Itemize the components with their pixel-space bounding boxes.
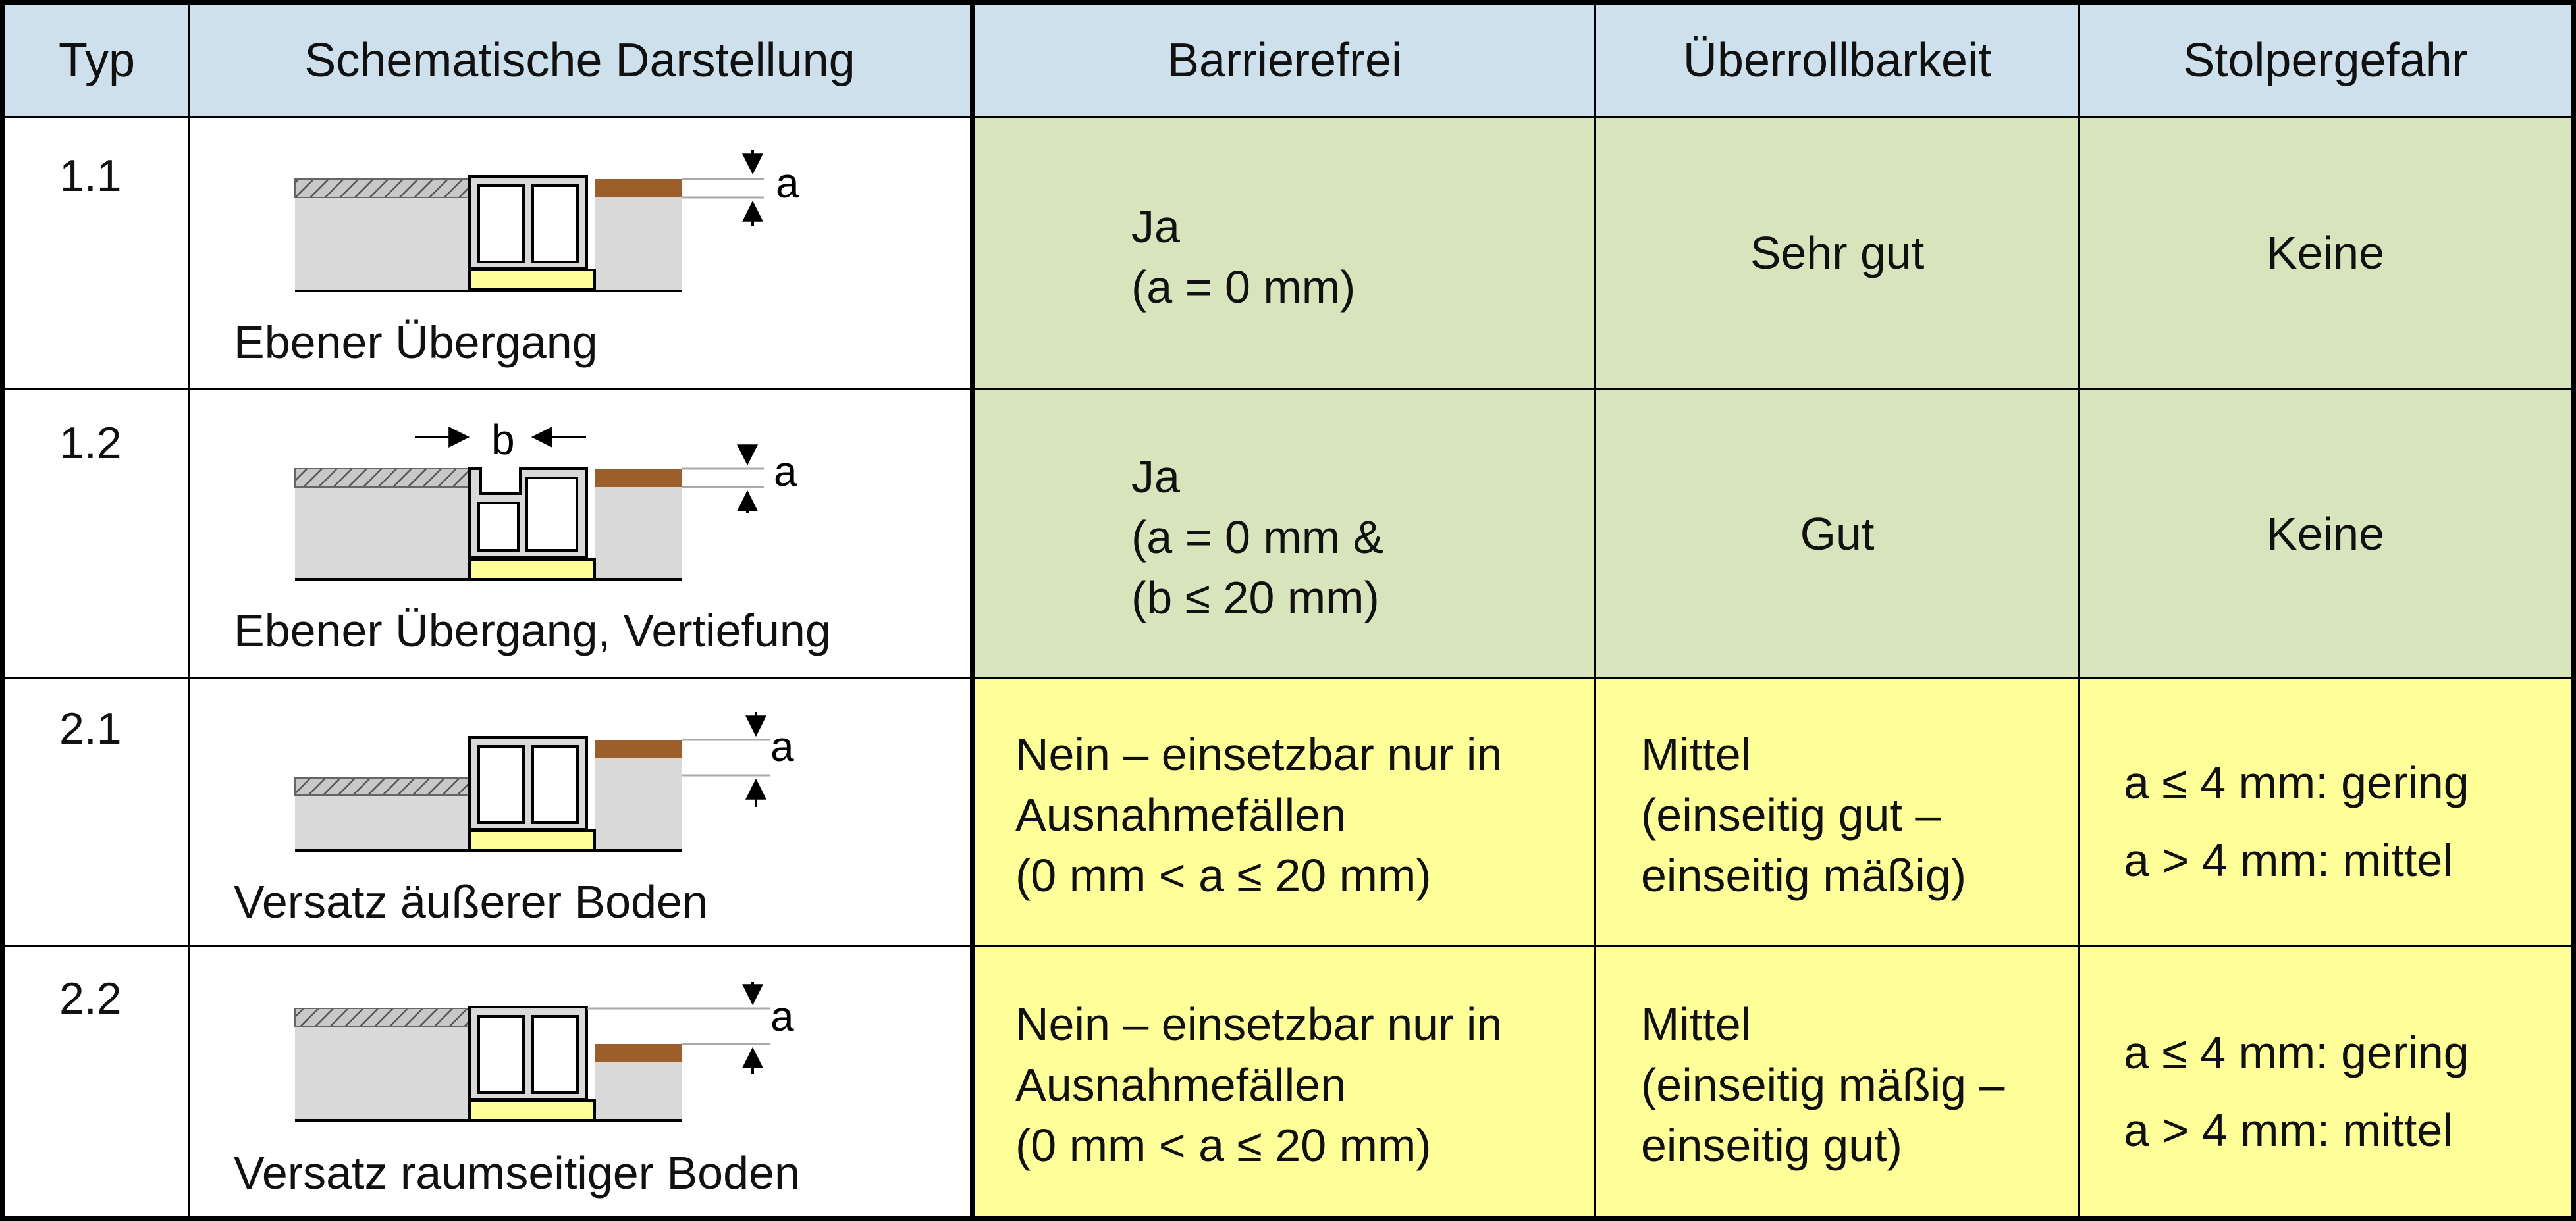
schema-2-2-dim-a: a bbox=[770, 993, 794, 1040]
schema-1-1-dim-a: a bbox=[776, 159, 799, 207]
row-4-ueberrollbarkeit-line-1: Mittel bbox=[1641, 999, 1752, 1050]
row-2-stolpergefahr-text: Keine bbox=[2266, 508, 2385, 559]
header-typ-label: Typ bbox=[58, 34, 136, 87]
row-2-barrierefrei-line-1: Ja bbox=[1131, 451, 1180, 502]
header-barrierefrei-label: Barrierefrei bbox=[1167, 34, 1403, 87]
row-1-caption: Ebener Übergang bbox=[234, 317, 598, 368]
row-3-barrierefrei-line-3: (0 mm < a ≤ 20 mm) bbox=[1015, 850, 1432, 901]
schema-1-2-threshold-icon bbox=[295, 416, 797, 579]
table-border-top bbox=[0, 0, 2576, 5]
row-3-ueberrollbarkeit-line-3: einseitig mäßig) bbox=[1641, 850, 1967, 901]
schema-2-2-threshold-icon bbox=[295, 982, 794, 1120]
row-3-typ: 2.1 bbox=[59, 704, 122, 754]
row-3-barrierefrei-line-2: Ausnahmefällen bbox=[1015, 789, 1346, 841]
col-divider-4 bbox=[2078, 0, 2080, 1221]
row-divider-3 bbox=[0, 945, 2576, 947]
row-1-barrierefrei bbox=[1131, 196, 1355, 317]
header-ueberrollbarkeit bbox=[1596, 5, 2078, 116]
row-4-caption: Versatz raumseitiger Boden bbox=[234, 1147, 800, 1199]
row-divider-1 bbox=[0, 388, 2576, 390]
row-2-typ: 1.2 bbox=[59, 418, 122, 468]
col-divider-1 bbox=[188, 0, 190, 1221]
row-4-ueberrollbarkeit-line-2: (einseitig mäßig – bbox=[1641, 1059, 2005, 1110]
row-4-ueberrollbarkeit-line-3: einseitig gut) bbox=[1641, 1120, 1902, 1171]
row-4-barrierefrei bbox=[1015, 994, 1502, 1176]
table-border-right bbox=[2571, 0, 2576, 1221]
row-1-typ: 1.1 bbox=[59, 151, 122, 201]
row-1-stolpergefahr-text: Keine bbox=[2266, 227, 2385, 278]
row-2-barrierefrei bbox=[1131, 446, 1383, 628]
row-4-barrierefrei-line-1: Nein – einsetzbar nur in bbox=[1015, 999, 1503, 1050]
row-4-barrierefrei-line-3: (0 mm < a ≤ 20 mm) bbox=[1015, 1120, 1432, 1171]
row-1-ueberrollbarkeit bbox=[1596, 117, 2078, 388]
row-2-ueberrollbarkeit-text: Gut bbox=[1800, 508, 1875, 559]
row-3-stolpergefahr-line-2: a > 4 mm: mittel bbox=[2124, 835, 2453, 886]
schema-1-2-dim-a: a bbox=[774, 448, 797, 495]
row-2-barrierefrei-line-2: (a = 0 mm & bbox=[1131, 511, 1384, 563]
header-typ bbox=[5, 5, 188, 116]
row-1-ueberrollbarkeit-text: Sehr gut bbox=[1750, 227, 1925, 278]
table-border-bottom bbox=[0, 1216, 2576, 1221]
header-schema-label: Schematische Darstellung bbox=[304, 34, 855, 87]
row-2-caption: Ebener Übergang, Vertiefung bbox=[234, 605, 831, 656]
col-divider-3 bbox=[1594, 0, 1596, 1221]
schema-1-1-threshold-icon bbox=[295, 150, 799, 291]
row-3-ueberrollbarkeit-line-2: (einseitig gut – bbox=[1641, 789, 1941, 841]
header-schema bbox=[190, 5, 970, 116]
row-1-barrierefrei-line-1: Ja bbox=[1131, 201, 1180, 252]
header-divider bbox=[0, 116, 2576, 118]
row-divider-2 bbox=[0, 677, 2576, 679]
row-3-stolpergefahr-line-1: a ≤ 4 mm: gering bbox=[2124, 757, 2469, 808]
header-stolpergefahr-label: Stolpergefahr bbox=[2183, 34, 2468, 87]
row-2-stolpergefahr bbox=[2080, 390, 2571, 677]
row-3-ueberrollbarkeit-line-1: Mittel bbox=[1641, 729, 1752, 780]
row-4-stolpergefahr-line-2: a > 4 mm: mittel bbox=[2124, 1104, 2453, 1156]
row-4-stolpergefahr-line-1: a ≤ 4 mm: gering bbox=[2124, 1027, 2469, 1078]
row-3-stolpergefahr bbox=[2124, 744, 2469, 899]
header-ueberrollbarkeit-label: Überrollbarkeit bbox=[1682, 34, 1992, 87]
row-1-barrierefrei-line-2: (a = 0 mm) bbox=[1131, 261, 1356, 313]
header-barrierefrei bbox=[975, 5, 1595, 116]
row-4-typ: 2.2 bbox=[59, 974, 122, 1024]
row-4-barrierefrei-line-2: Ausnahmefällen bbox=[1015, 1059, 1346, 1110]
row-3-barrierefrei-line-1: Nein – einsetzbar nur in bbox=[1015, 729, 1503, 780]
row-1-stolpergefahr bbox=[2080, 117, 2571, 388]
row-2-ueberrollbarkeit bbox=[1596, 390, 2078, 677]
schema-2-1-dim-a: a bbox=[770, 723, 794, 770]
row-3-ueberrollbarkeit bbox=[1641, 724, 1966, 906]
table-border-left bbox=[0, 0, 5, 1221]
row-2-barrierefrei-line-3: (b ≤ 20 mm) bbox=[1131, 572, 1380, 623]
row-4-stolpergefahr bbox=[2124, 1014, 2469, 1169]
row-4-ueberrollbarkeit bbox=[1641, 994, 2004, 1176]
schema-1-2-dim-b: b bbox=[491, 416, 515, 463]
col-divider-2 bbox=[970, 0, 975, 1221]
header-stolpergefahr bbox=[2080, 5, 2571, 116]
row-3-caption: Versatz äußerer Boden bbox=[234, 876, 708, 927]
schema-2-1-threshold-icon bbox=[295, 712, 794, 850]
row-3-barrierefrei bbox=[1015, 724, 1502, 906]
